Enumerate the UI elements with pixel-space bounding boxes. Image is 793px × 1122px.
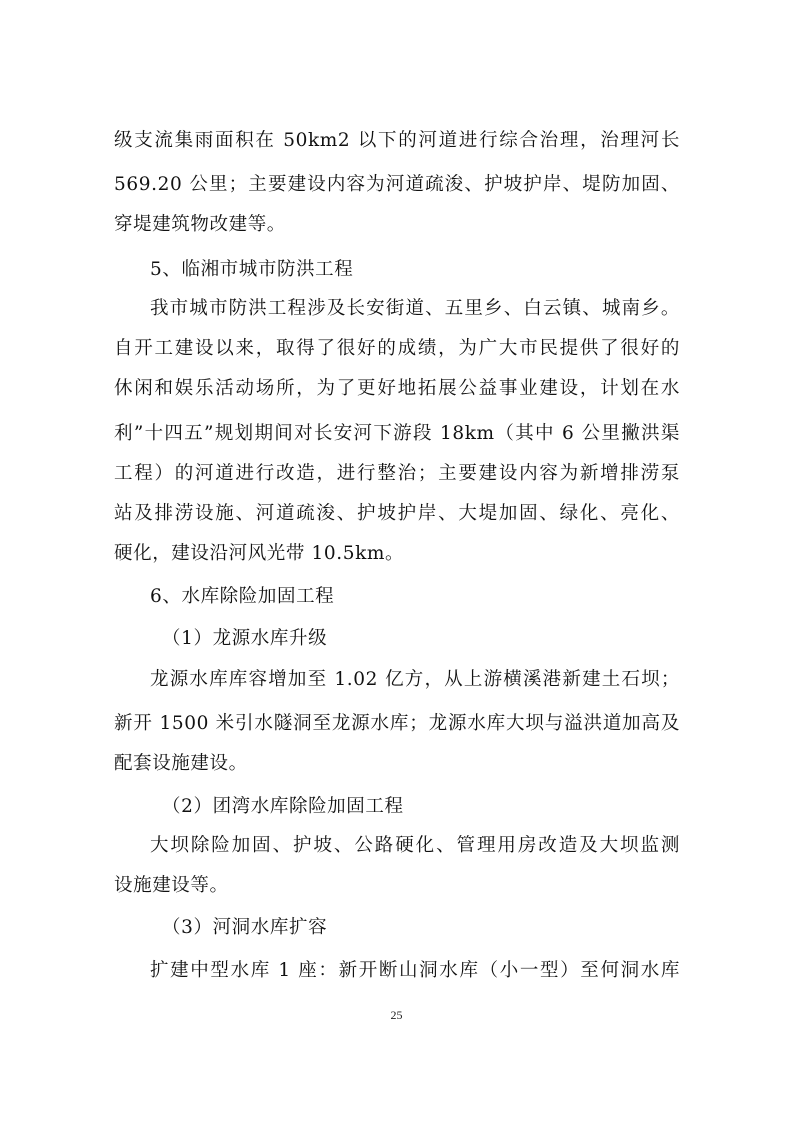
body-text-line: 自开工建设以来，取得了很好的成绩，为广大市民提供了很好的	[114, 338, 680, 359]
body-text-line: 设施建设等。	[114, 875, 229, 896]
body-text-line: 穿堤建筑物改建等。	[114, 214, 286, 235]
body-text-line: 大坝除险加固、护坡、公路硬化、管理用房改造及大坝监测	[150, 835, 680, 856]
body-text-line: 龙源水库库容增加至 1.02 亿方，从上游横溪港新建土石坝；	[150, 669, 680, 690]
body-text-line: 配套设施建设。	[114, 753, 248, 774]
body-text-line: 硬化，建设沿河风光带 10.5km。	[114, 543, 405, 564]
body-text-line: 569.20 公里；主要建设内容为河道疏浚、护坡护岸、堤防加固、	[114, 174, 680, 195]
body-text-line: 工程）的河道进行改造，进行整治；主要建设内容为新增排涝泵	[114, 463, 680, 484]
section-heading: 6、水库除险加固工程	[150, 586, 335, 607]
body-text-line: 级支流集雨面积在 50km2 以下的河道进行综合治理，治理河长	[114, 130, 680, 151]
body-text-line: 我市城市防洪工程涉及长安街道、五里乡、白云镇、城南乡。	[150, 298, 680, 319]
body-text-line: 扩建中型水库 1 座：新开断山洞水库（小一型）至何洞水库	[150, 960, 680, 981]
subsection-heading: （3）河洞水库扩容	[162, 917, 328, 938]
section-heading: 5、临湘市城市防洪工程	[150, 259, 354, 280]
body-text-line: 利”十四五”规划期间对长安河下游段 18km（其中 6 公里撇洪渠	[114, 423, 680, 444]
page-number: 25	[390, 1008, 403, 1022]
subsection-heading: （2）团湾水库除险加固工程	[162, 796, 404, 817]
body-text-line: 休闲和娱乐活动场所，为了更好地拓展公益事业建设，计划在水	[114, 378, 680, 399]
body-text-line: 新开 1500 米引水隧洞至龙源水库；龙源水库大坝与溢洪道加高及	[114, 713, 680, 734]
body-text-line: 站及排涝设施、河道疏浚、护坡护岸、大堤加固、绿化、亮化、	[114, 503, 680, 524]
subsection-heading: （1）龙源水库升级	[162, 628, 328, 649]
